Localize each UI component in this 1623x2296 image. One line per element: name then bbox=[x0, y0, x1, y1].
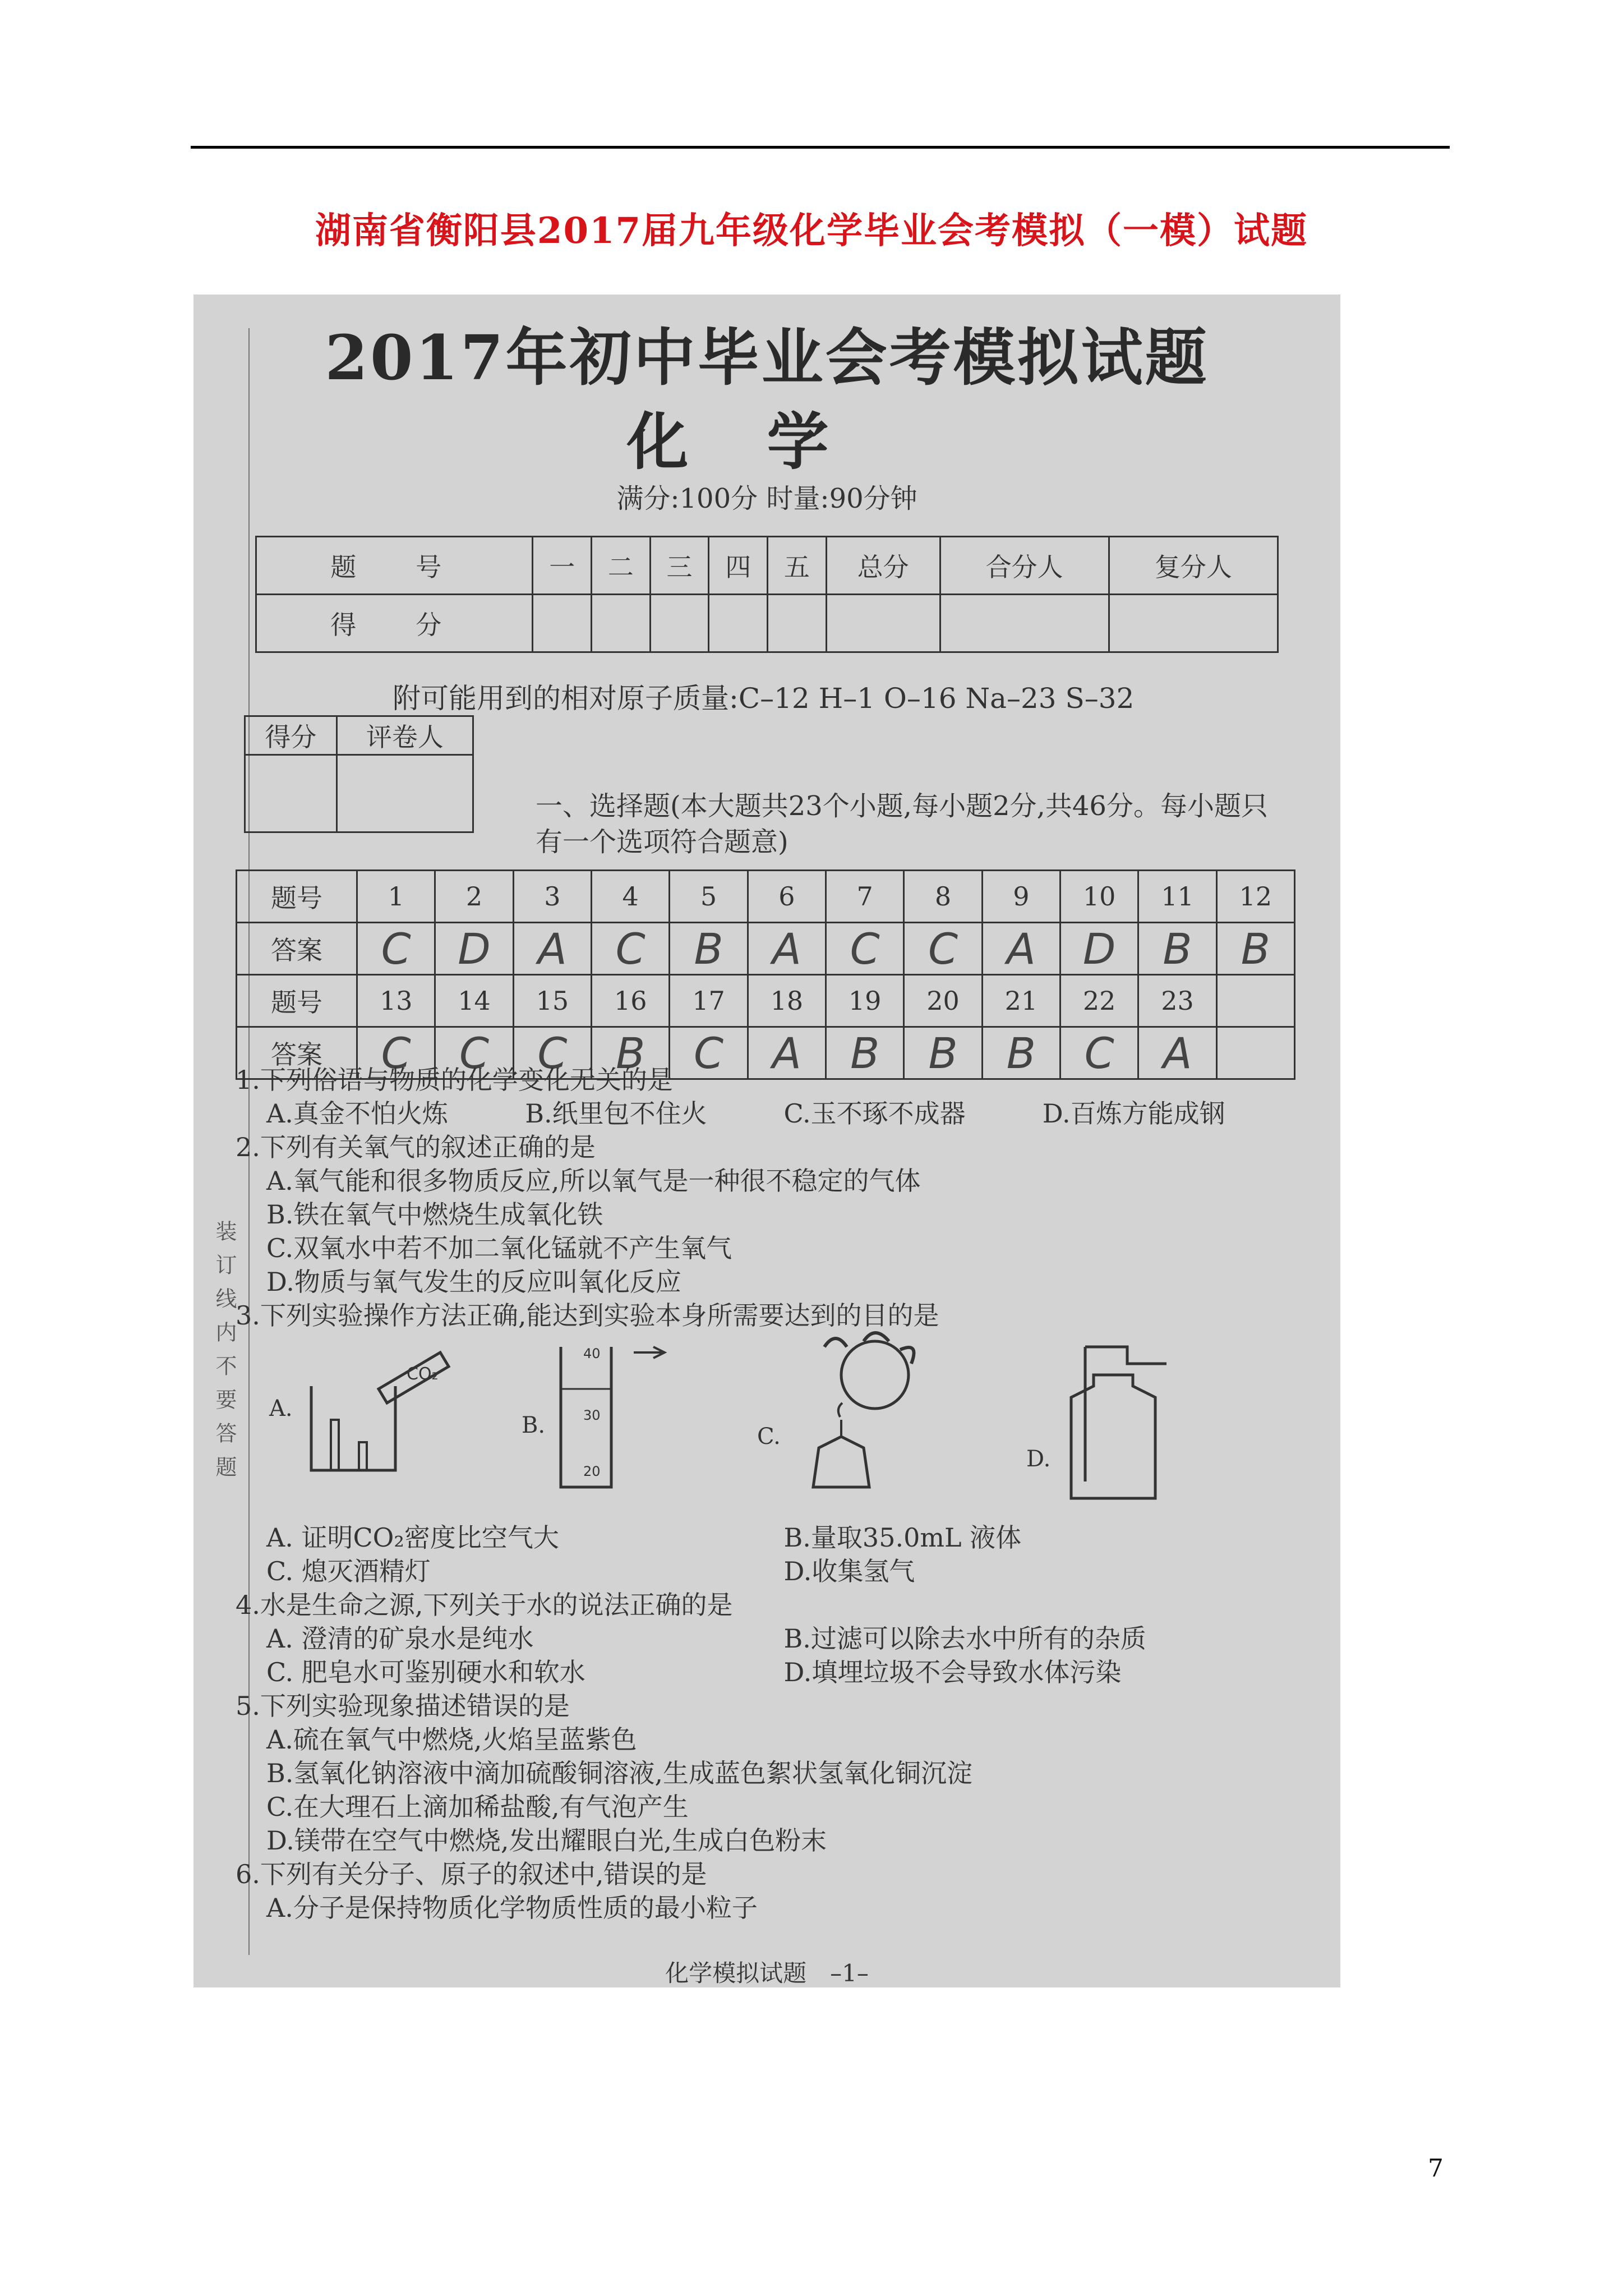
answer-number-row bbox=[237, 975, 1295, 1027]
question-stem: 6.下列有关分子、原子的叙述中,错误的是 bbox=[236, 1859, 707, 1889]
handwritten-answer: C bbox=[357, 923, 435, 975]
atomic-masses: 附可能用到的相对原子质量:C–12 H–1 O–16 Na–23 S–32 bbox=[393, 682, 1135, 715]
handwritten-answer: B bbox=[670, 923, 748, 975]
handwritten-answer: C bbox=[592, 923, 670, 975]
option-a: A. 澄清的矿泉水是纯水 bbox=[266, 1623, 534, 1654]
page-number: 7 bbox=[1428, 2154, 1444, 2183]
fig-label-b: B. bbox=[522, 1412, 546, 1438]
score-blank bbox=[826, 595, 940, 652]
score-blank bbox=[768, 595, 827, 652]
question-number: 19 bbox=[826, 975, 904, 1027]
score-cell: 得 分 bbox=[256, 595, 533, 652]
binding-text: 装订线内不要答题 bbox=[212, 1220, 237, 1489]
question-number: 20 bbox=[904, 975, 982, 1027]
option-d: D.镁带在空气中燃烧,发出耀眼白光,生成白色粉末 bbox=[266, 1825, 827, 1856]
tick-20: 20 bbox=[583, 1464, 601, 1479]
question-number: 5 bbox=[670, 871, 748, 923]
row-label: 题号 bbox=[237, 871, 357, 923]
exam-meta: 满分:100分 时量:90分钟 bbox=[616, 483, 917, 514]
option-c: C. 熄灭酒精灯 bbox=[266, 1556, 431, 1586]
option-a: A.硫在氧气中燃烧,火焰呈蓝紫色 bbox=[266, 1724, 637, 1755]
question-number: 14 bbox=[435, 975, 513, 1027]
tick-40: 40 bbox=[583, 1346, 601, 1361]
question-number: 12 bbox=[1216, 871, 1294, 923]
option-d: D.百炼方能成钢 bbox=[1042, 1098, 1225, 1129]
option-a: A.真金不怕火炼 bbox=[266, 1098, 448, 1129]
option-a: A.氧气能和很多物质反应,所以氧气是一种很不稳定的气体 bbox=[266, 1166, 921, 1196]
score-blank bbox=[533, 595, 592, 652]
handwritten-answer: B bbox=[826, 1027, 904, 1079]
question-stem: 4.水是生命之源,下列关于水的说法正确的是 bbox=[236, 1590, 733, 1620]
score-cell: 复分人 bbox=[1109, 537, 1278, 595]
handwritten-answer: C bbox=[357, 1027, 435, 1079]
grader-score-blank bbox=[245, 755, 337, 832]
handwritten-answer: B bbox=[592, 1027, 670, 1079]
handwritten-answer: B bbox=[982, 1027, 1060, 1079]
score-cell: 二 bbox=[592, 537, 651, 595]
option-a: A. 证明CO₂密度比空气大 bbox=[266, 1522, 559, 1553]
score-cell: 三 bbox=[650, 537, 709, 595]
option-b: B.纸里包不住火 bbox=[525, 1098, 707, 1129]
question-number: 2 bbox=[435, 871, 513, 923]
option-d: D.物质与氧气发生的反应叫氧化反应 bbox=[266, 1267, 681, 1297]
graduated-cylinder-icon bbox=[550, 1336, 679, 1498]
option-b: B.量取35.0mL 液体 bbox=[783, 1522, 1022, 1553]
option-b: B.铁在氧气中燃烧生成氧化铁 bbox=[266, 1199, 603, 1230]
score-cell: 五 bbox=[768, 537, 827, 595]
question-number: 22 bbox=[1061, 975, 1138, 1027]
handwritten-answer: A bbox=[748, 1027, 826, 1079]
score-blank bbox=[592, 595, 651, 652]
fig-label-d: D. bbox=[1026, 1446, 1051, 1472]
question-5 bbox=[236, 1689, 1301, 1857]
apparatus-figures bbox=[236, 1336, 1301, 1521]
handwritten-answer: B bbox=[1216, 923, 1294, 975]
grader-name-blank bbox=[336, 755, 473, 832]
question-2 bbox=[236, 1130, 1301, 1299]
handwritten-answer: B bbox=[1138, 923, 1216, 975]
question-number: 4 bbox=[592, 871, 670, 923]
question-number: 3 bbox=[513, 871, 591, 923]
empty-cell bbox=[1216, 975, 1294, 1027]
option-c: C.双氧水中若不加二氧化锰就不产生氧气 bbox=[266, 1233, 732, 1263]
handwritten-answer: D bbox=[435, 923, 513, 975]
score-value-row bbox=[256, 595, 1278, 652]
handwritten-answer: A bbox=[748, 923, 826, 975]
option-b: B.氢氧化钠溶液中滴加硫酸铜溶液,生成蓝色絮状氢氧化铜沉淀 bbox=[266, 1758, 973, 1788]
question-number: 10 bbox=[1061, 871, 1138, 923]
top-rule bbox=[191, 146, 1450, 149]
handwritten-answer: A bbox=[1138, 1027, 1216, 1079]
question-number: 13 bbox=[357, 975, 435, 1027]
score-header-row bbox=[256, 537, 1278, 595]
handwritten-answer: C bbox=[904, 923, 982, 975]
answer-row bbox=[237, 923, 1295, 975]
handwritten-answer: C bbox=[513, 1027, 591, 1079]
score-table bbox=[255, 536, 1279, 653]
question-number: 8 bbox=[904, 871, 982, 923]
exam-title: 2017年初中毕业会考模拟试题 bbox=[325, 321, 1209, 394]
grader-table bbox=[244, 715, 474, 833]
row-label: 题号 bbox=[237, 975, 357, 1027]
option-c: C.玉不琢不成器 bbox=[783, 1098, 966, 1129]
blowing-out-alcohol-lamp-icon bbox=[791, 1324, 937, 1504]
handwritten-answer: C bbox=[1061, 1027, 1138, 1079]
question-number: 7 bbox=[826, 871, 904, 923]
option-a: A.分子是保持物质化学物质性质的最小粒子 bbox=[266, 1893, 758, 1923]
question-6 bbox=[236, 1857, 1301, 1925]
question-number: 18 bbox=[748, 975, 826, 1027]
grader-score-label: 得分 bbox=[245, 716, 337, 755]
question-stem: 3.下列实验操作方法正确,能达到实验本身所需要达到的目的是 bbox=[236, 1300, 939, 1331]
co2-pouring-beaker-icon bbox=[300, 1336, 451, 1481]
exam-paper-photo bbox=[193, 295, 1340, 1987]
row-label: 答案 bbox=[237, 1027, 357, 1079]
score-cell: 题 号 bbox=[256, 537, 533, 595]
question-number: 1 bbox=[357, 871, 435, 923]
question-4 bbox=[236, 1588, 1301, 1689]
handwritten-answer: C bbox=[435, 1027, 513, 1079]
document-title: 湖南省衡阳县2017届九年级化学毕业会考模拟（一模）试题 bbox=[315, 210, 1308, 252]
question-number: 16 bbox=[592, 975, 670, 1027]
score-cell: 四 bbox=[709, 537, 768, 595]
question-number: 15 bbox=[513, 975, 591, 1027]
gas-collection-bottle-icon bbox=[1060, 1336, 1172, 1510]
answer-number-row bbox=[237, 871, 1295, 923]
option-c: C.在大理石上滴加稀盐酸,有气泡产生 bbox=[266, 1792, 689, 1822]
question-number: 21 bbox=[982, 975, 1060, 1027]
fig-label-a: A. bbox=[269, 1396, 293, 1421]
co2-label: CO₂ bbox=[407, 1364, 439, 1384]
option-d: D.收集氢气 bbox=[783, 1556, 915, 1586]
score-cell: 合分人 bbox=[940, 537, 1109, 595]
paper-footer: 化学模拟试题 –1– bbox=[665, 1959, 869, 1987]
option-d: D.填埋垃圾不会导致水体污染 bbox=[783, 1657, 1122, 1687]
fig-label-c: C. bbox=[757, 1424, 781, 1450]
handwritten-answer: C bbox=[670, 1027, 748, 1079]
handwritten-answer: B bbox=[904, 1027, 982, 1079]
score-blank bbox=[709, 595, 768, 652]
question-number: 6 bbox=[748, 871, 826, 923]
question-stem: 1.下列俗语与物质的化学变化无关的是 bbox=[236, 1065, 673, 1095]
question-3 bbox=[236, 1299, 1301, 1588]
questions bbox=[236, 1063, 1301, 1925]
question-stem: 5.下列实验现象描述错误的是 bbox=[236, 1691, 570, 1721]
option-b: B.过滤可以除去水中所有的杂质 bbox=[783, 1623, 1146, 1654]
exam-subject: 化学 bbox=[626, 406, 907, 478]
section-heading: 一、选择题(本大题共23个小题,每小题2分,共46分。每小题只有一个选项符合题意) bbox=[536, 790, 1268, 858]
question-number: 11 bbox=[1138, 871, 1216, 923]
grader-name-label: 评卷人 bbox=[336, 716, 473, 755]
handwritten-answer: A bbox=[513, 923, 591, 975]
handwritten-answer: D bbox=[1061, 923, 1138, 975]
answer-table bbox=[236, 869, 1295, 1080]
question-number: 17 bbox=[670, 975, 748, 1027]
question-stem: 2.下列有关氧气的叙述正确的是 bbox=[236, 1132, 596, 1162]
score-cell: 总分 bbox=[826, 537, 940, 595]
question-1 bbox=[236, 1063, 1301, 1130]
option-c: C. 肥皂水可鉴别硬水和软水 bbox=[266, 1657, 585, 1687]
row-label: 答案 bbox=[237, 923, 357, 975]
question-number: 9 bbox=[982, 871, 1060, 923]
score-blank bbox=[940, 595, 1109, 652]
tick-30: 30 bbox=[583, 1407, 601, 1423]
score-blank bbox=[650, 595, 709, 652]
question-number: 23 bbox=[1138, 975, 1216, 1027]
handwritten-answer: C bbox=[826, 923, 904, 975]
handwritten-answer: A bbox=[982, 923, 1060, 975]
score-blank bbox=[1109, 595, 1278, 652]
score-cell: 一 bbox=[533, 537, 592, 595]
